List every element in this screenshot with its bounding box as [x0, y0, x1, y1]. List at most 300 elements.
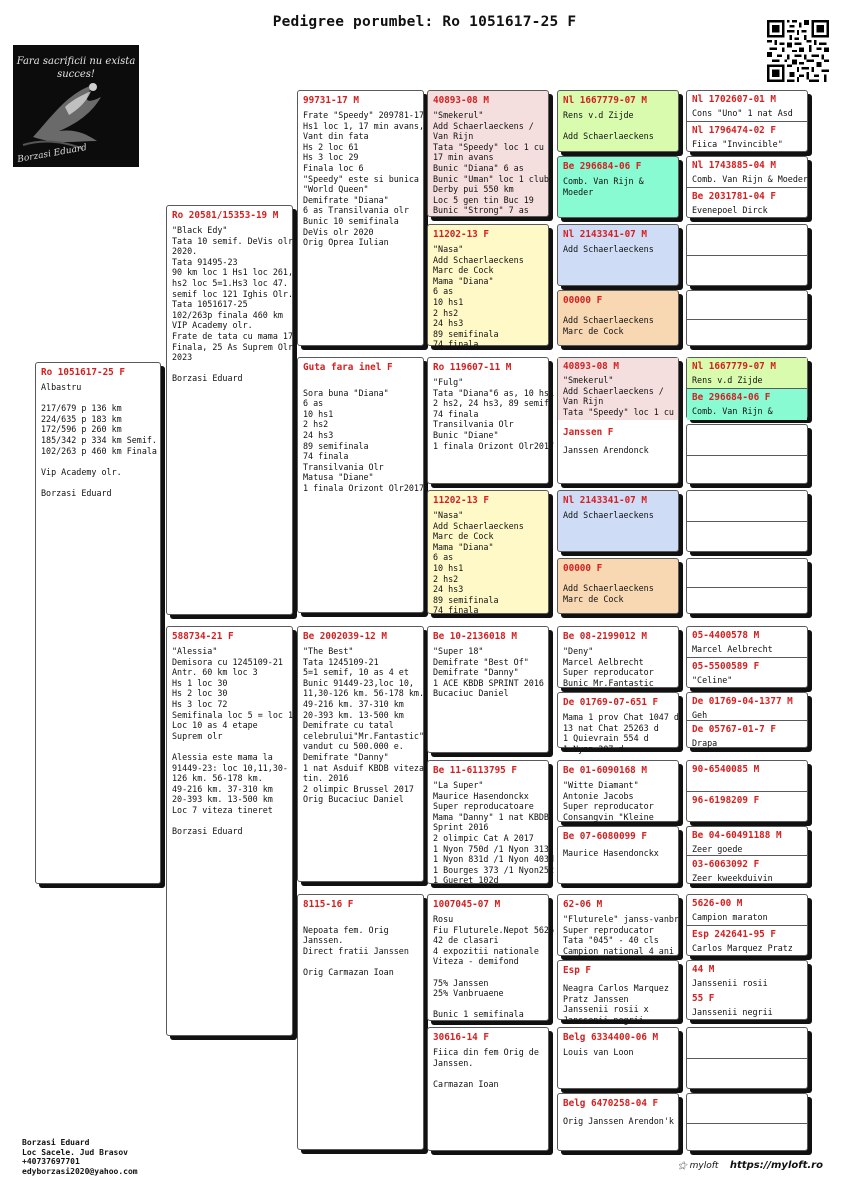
info-line: Add Schaerlaeckens: [563, 315, 654, 325]
ancestor-card[interactable]: [557, 626, 679, 688]
info-line: 185/342 p 334 km Semif.: [41, 434, 157, 445]
info-line: Transilvania Olr: [303, 461, 384, 472]
info-line: Bunic "Diane": [433, 429, 499, 440]
info-line: Sprint 2016: [433, 822, 489, 833]
info-line: Evenepoel Dirck: [692, 205, 768, 215]
ring-number: Be 296684-06 F: [692, 392, 771, 403]
great-grandparent-card[interactable]: [427, 1027, 549, 1151]
info-line: "Witte Diamant": [563, 780, 639, 790]
info-line: "Alessia": [172, 646, 218, 656]
mother-card[interactable]: [166, 626, 293, 1036]
info-line: 2023: [172, 352, 193, 363]
info-line: Janssenii rosii: [692, 978, 768, 988]
info-line: Janssenii rosii x: [563, 1004, 649, 1015]
info-line: 1 Gueret 102d: [433, 875, 499, 886]
ancestor-card[interactable]: [557, 558, 679, 614]
info-line: Tata 91495-23: [172, 256, 238, 267]
info-line: Janssenii negrii: [563, 1014, 644, 1025]
info-line: [303, 914, 418, 925]
ancestor-card[interactable]: [557, 826, 679, 884]
info-line: [303, 377, 418, 388]
info-line: Carlos Marquez Pratz: [692, 943, 793, 953]
info-line: 75% Janssen: [433, 977, 489, 988]
ring-number: Ro 1051617-25 F: [41, 367, 125, 378]
info-line: Albastru: [41, 382, 82, 392]
ring-number: Nl 2143341-07 M: [563, 495, 647, 506]
info-line: semif loc 121 Ighis Olr.: [172, 288, 294, 299]
ancestor-pair-card[interactable]: [686, 90, 808, 152]
ancestor-card[interactable]: [557, 1093, 679, 1151]
info-line: 10 hs1: [303, 408, 334, 419]
logo-signature: Borzasi Eduard: [16, 142, 88, 166]
info-line: Marc de Cock: [563, 325, 624, 336]
info-line: "Fulg": [433, 377, 464, 387]
info-line: Demifrate "Danny": [303, 751, 389, 762]
info-line: Add Schaerlaeckens: [563, 131, 654, 142]
ring-number: Be 08-2199012 M: [563, 631, 647, 642]
info-line: 24 hs3: [303, 429, 334, 440]
ring-number: Nl 1667779-07 M: [563, 95, 647, 106]
info-line: Zeer kweekduivin: [692, 873, 773, 883]
info-line: [433, 967, 543, 978]
ring-number: 11202-13 F: [433, 495, 489, 506]
great-grandparent-card[interactable]: [427, 760, 555, 886]
ring-number: Be 296684-06 F: [563, 161, 642, 172]
ring-number: 11202-13 F: [433, 229, 489, 240]
empty-card[interactable]: [686, 1093, 808, 1151]
ring-number: Be 01-6090168 M: [563, 765, 647, 776]
info-line: Suprem olr: [172, 730, 223, 741]
info-line: Cons "Uno" 1 nat Asd: [692, 108, 793, 118]
info-line: Bunic "Uman" loc 1 club: [433, 173, 549, 184]
info-line: Tata "045" - 40 cls: [563, 935, 659, 946]
info-line: 172/596 p 260 km: [41, 424, 122, 435]
empty-card[interactable]: [686, 290, 808, 346]
info-line: Geh: [692, 710, 708, 720]
info-line: Nepoata fem. Orig: [303, 924, 389, 935]
info-line: Zeer goede: [692, 844, 743, 854]
info-line: Drapa: [692, 738, 718, 748]
info-line: 2 olimpic Brussel 2017: [303, 783, 414, 794]
info-line: Fiu Fluturele.Nepot 5626: [433, 924, 555, 935]
ancestor-pair-card[interactable]: [686, 156, 808, 218]
breeder-location: Loc Sacele. Jud Brasov: [22, 1147, 128, 1157]
info-line: Add Schaerlaeckens /: [433, 120, 534, 131]
info-line: Super reproducatoare: [433, 801, 534, 812]
info-line: 74 finala: [433, 408, 479, 419]
ring-number: 30616-14 F: [433, 1032, 489, 1043]
info-line: 217/679 p 136 km: [41, 403, 122, 414]
info-line: 24 hs3: [433, 318, 464, 329]
info-line: 1 finala Orizont Olr2017: [303, 482, 425, 493]
info-line: Moeder: [563, 186, 594, 197]
info-line: 6 as: [433, 552, 454, 563]
info-line: Rens v.d Zijde: [692, 375, 763, 385]
info-line: "Black Edy": [172, 225, 228, 235]
info-line: Campion maraton: [692, 912, 768, 922]
info-line: 1 Nyon 207 d: [563, 743, 624, 754]
info-line: [563, 121, 673, 132]
qr-code-icon: [766, 20, 830, 82]
ancestor-pair-card[interactable]: [557, 357, 679, 484]
info-line: Hs 3 loc 29: [303, 152, 359, 163]
info-line: 24 hs3: [433, 584, 464, 595]
ancestor-card[interactable]: [557, 90, 679, 152]
info-line: vandut cu 500.000 e.: [303, 741, 404, 752]
info-line: 49-216 km. 37-310 km: [303, 698, 404, 709]
info-line: "Speedy" este si bunica: [303, 173, 419, 184]
breeder-email[interactable]: edyborzasi2020@yahoo.com: [22, 1166, 138, 1176]
info-line: Comb. Van Rijn & Moeder: [692, 174, 808, 184]
info-line: Demifrate "Danny": [433, 667, 519, 678]
info-line: "Smekerul": [433, 110, 484, 120]
info-line: Loc 7 viteza tineret: [172, 804, 273, 815]
info-line: Bunic "Strong" 7 as: [433, 205, 529, 216]
info-line: [303, 956, 418, 967]
ancestor-card[interactable]: [557, 1027, 679, 1089]
info-line: Super reproducator: [563, 667, 654, 678]
info-line: Super reproducator: [563, 801, 654, 812]
info-line: 1 Nyon 750d /1 Nyon 313: [433, 843, 549, 854]
info-line: DeVis olr 2020: [303, 226, 374, 237]
info-line: Viteza - demifond: [433, 956, 519, 967]
info-line: Finala, 25 As Suprem Olr: [172, 341, 294, 352]
myloft-logo-icon: ⚝ myloft: [678, 1161, 719, 1171]
ancestor-card[interactable]: [557, 290, 679, 346]
info-line: 89 semifinala: [303, 440, 369, 451]
info-line: Demifrate cu tatal: [303, 720, 394, 731]
info-line: Neagra Carlos Marquez: [563, 983, 669, 993]
ring-number: 05-5500589 F: [692, 661, 760, 672]
ring-number: 5626-00 M: [692, 898, 743, 909]
ring-number: Nl 1667779-07 M: [692, 361, 776, 372]
ancestor-pair-card[interactable]: [686, 692, 808, 748]
info-line: Mama "Diana": [433, 275, 494, 286]
info-line: 1 Nyon 831d /1 Nyon 403d: [433, 854, 555, 865]
ring-number: 40893-08 M: [433, 95, 489, 106]
info-line: Janssen.: [303, 935, 344, 946]
ring-number: Esp F: [563, 965, 591, 976]
ring-number: Be 11-6113795 F: [433, 765, 517, 776]
info-line: 42 de clasari: [433, 935, 499, 946]
ring-number: Be 10-2136018 M: [433, 631, 517, 642]
ancestor-card[interactable]: [557, 156, 679, 218]
ancestor-pair-card[interactable]: [686, 894, 808, 956]
brand-footer: [678, 1160, 823, 1171]
ring-number: Be 2002039-12 M: [303, 631, 387, 642]
ring-number: 90-6540085 M: [692, 764, 760, 775]
info-line: Antonie Jacobs: [563, 790, 634, 801]
info-line: Semifinala loc 5 = loc 1: [172, 709, 294, 720]
ring-number: Nl 2143341-07 M: [563, 229, 647, 240]
info-line: 89 semifinala: [433, 594, 499, 605]
info-line: 2 olimpic Cat A 2017: [433, 832, 534, 843]
ring-number: Be 2031781-04 F: [692, 191, 776, 202]
info-line: Super reproducator: [563, 924, 654, 935]
ring-number: 588734-21 F: [172, 631, 234, 642]
info-line: 89 semifinala: [433, 328, 499, 339]
empty-card[interactable]: [686, 424, 808, 484]
ancestor-card[interactable]: [557, 960, 679, 1025]
ring-number: 40893-08 M: [563, 361, 619, 372]
info-line: Comb. Van Rijn &: [563, 176, 644, 186]
info-line: 49-216 km. 37-310 km: [172, 783, 273, 794]
info-line: 1 ACE KBDB SPRINT 2016: [433, 677, 544, 688]
info-line: Bucaciuc Daniel: [433, 688, 509, 699]
info-line: tin. 2016: [303, 773, 349, 784]
info-line: "Celine": [692, 675, 733, 685]
info-line: 74 finala: [303, 451, 349, 462]
info-line: Finala loc 6: [303, 162, 364, 173]
info-line: Loc 5 gen tin Buc 19: [433, 194, 534, 205]
ancestor-pair-card[interactable]: [686, 760, 808, 822]
info-line: Transilvania Olr: [433, 419, 514, 430]
great-grandparent-card[interactable]: [427, 894, 555, 1021]
info-line: Marc de Cock: [433, 265, 494, 276]
info-line: Antr. 60 km loc 3: [172, 667, 258, 678]
info-line: Hs1 loc 1, 17 min avans,: [303, 120, 425, 131]
info-line: Marc de Cock: [433, 531, 494, 542]
info-line: Janssen.: [433, 1057, 474, 1068]
info-line: Add Schaerlaeckens: [563, 510, 654, 520]
info-line: Consangvin "Kleine: [563, 811, 654, 822]
info-line: 25% Vanbruaene: [433, 988, 504, 999]
info-line: [172, 741, 287, 752]
subject-pigeon-card[interactable]: [35, 362, 161, 884]
info-line: Marc de Cock: [563, 593, 624, 604]
father-card[interactable]: [166, 205, 293, 615]
info-line: Frate de tata cu mama 17: [172, 330, 294, 341]
info-line: Rens v.d Zijde: [563, 110, 634, 120]
info-line: Tata "Speedy" loc 1 cu: [563, 406, 674, 417]
ring-number: Nl 1743885-04 M: [692, 160, 776, 171]
info-line: Janssen Arendonck: [563, 445, 649, 455]
info-line: 6 as: [433, 286, 454, 297]
info-line: 91449-23: loc 10,11,30-: [172, 762, 288, 773]
breeder-name: Borzasi Eduard: [22, 1138, 90, 1147]
info-line: Bunic Mr.Fantastic: [563, 677, 654, 688]
info-line: Vip Academy olr.: [41, 466, 122, 477]
info-line: Carmazan Ioan: [433, 1078, 499, 1089]
brand-name: myloft: [689, 1161, 719, 1171]
info-line: Orig Oprea Iulian: [303, 237, 389, 248]
logo-image: [13, 45, 139, 167]
info-line: Derby pui 550 km: [433, 184, 514, 195]
info-line: Marcel Aelbrecht: [563, 656, 644, 667]
ring-number: 05-4400578 M: [692, 630, 760, 641]
ring-number: 96-6198209 F: [692, 795, 760, 806]
info-line: 2020.: [172, 246, 198, 257]
ancestor-pair-card[interactable]: [686, 357, 808, 419]
ancestor-pair-card[interactable]: [686, 960, 808, 1020]
info-line: Tata 1051617-25: [172, 299, 248, 310]
info-line: 5=1 semif, 10 as 4 et: [303, 667, 409, 678]
info-line: Add Schaerlaeckens: [433, 254, 524, 265]
info-line: [41, 456, 155, 467]
info-line: Add Schaerlaeckens: [563, 244, 654, 254]
info-line: [41, 393, 155, 404]
ring-number: 00000 F: [563, 563, 603, 574]
ring-number: 00000 F: [563, 295, 603, 306]
ancestor-card[interactable]: [557, 760, 679, 822]
info-line: Mama 1 prov Chat 1047 d: [563, 712, 679, 722]
info-line: Hs 2 loc 30: [172, 688, 228, 699]
info-line: Fiica din fem Orig de: [433, 1047, 539, 1057]
info-line: 4 expozitii nationale: [433, 945, 539, 956]
grandmother-paternal-card[interactable]: [297, 357, 424, 613]
info-line: 20-393 km. 13-500 km: [303, 709, 404, 720]
info-line: Demifrate "Diana": [303, 194, 389, 205]
ancestor-pair-card[interactable]: [686, 626, 808, 688]
info-line: VIP Academy olr.: [172, 320, 253, 331]
info-line: 10 hs1: [433, 296, 464, 307]
ring-number: De 05767-01-7 F: [692, 724, 776, 735]
ring-number: 99731-17 M: [303, 95, 359, 106]
owner-name: Borzasi Eduard: [172, 825, 243, 836]
info-line: Mama "Diana": [433, 541, 494, 552]
ring-number: 8115-16 F: [303, 899, 354, 910]
brand-url[interactable]: https://myloft.ro: [729, 1160, 823, 1171]
info-line: 1 finala Orizont Olr2017: [433, 440, 555, 451]
info-line: 126 km. 56-178 km.: [172, 773, 263, 784]
grandmother-maternal-card[interactable]: [297, 894, 424, 1150]
info-line: 224/635 p 183 km: [41, 413, 122, 424]
empty-card[interactable]: [686, 558, 808, 614]
great-grandparent-card[interactable]: [427, 490, 549, 614]
info-line: "Deny": [563, 646, 594, 656]
info-line: Vant din fata: [303, 131, 369, 142]
breeder-phone: +40737697701: [22, 1157, 80, 1167]
info-line: Fiica "Invincible": [692, 139, 783, 149]
ring-number: Belg 6470258-04 F: [563, 1098, 659, 1109]
info-line: 74 finala: [433, 605, 479, 616]
info-line: "La Super": [433, 780, 484, 790]
info-line: Pratz Janssen: [563, 993, 629, 1004]
info-line: Orig Bucaciuc Daniel: [303, 794, 404, 805]
info-line: "Super 18": [433, 646, 484, 656]
great-grandparent-card[interactable]: [427, 90, 549, 217]
info-line: Bunic 10 semifinala: [303, 215, 399, 226]
logo-motto: Fara sacrificii nu exista succes!: [16, 56, 136, 80]
info-line: Borzasi Eduard: [41, 487, 112, 498]
empty-card[interactable]: [686, 224, 808, 286]
info-line: 74 finala: [433, 339, 479, 350]
info-line: Matusa "Diane": [303, 472, 374, 483]
grandfather-paternal-card[interactable]: [297, 90, 424, 346]
info-line: Mama "Danny" 1 nat KBDB: [433, 811, 549, 822]
info-line: Loc 10 as 4 etape: [172, 720, 258, 731]
info-line: 10 hs1: [433, 562, 464, 573]
info-line: Tata "Speedy" loc 1 cu: [433, 141, 544, 152]
info-line: Tata 1245109-21: [303, 656, 379, 667]
info-line: Add Schaerlaeckens /: [563, 385, 664, 396]
info-line: "Nasa": [433, 244, 464, 254]
ring-number: Guta fara inel F: [303, 362, 393, 373]
ancestor-card[interactable]: [557, 490, 679, 552]
great-grandparent-card[interactable]: [427, 357, 555, 484]
info-line: Tata "Diana"6 as, 10 hs1: [433, 387, 555, 398]
great-grandparent-card[interactable]: [427, 626, 549, 753]
ring-number: Nl 1796474-02 F: [692, 125, 776, 136]
info-line: Add Schaerlaeckens: [433, 520, 524, 531]
empty-card[interactable]: [686, 490, 808, 552]
info-line: 20-393 km. 13-500 km: [172, 794, 273, 805]
info-line: [41, 477, 155, 488]
info-line: Sora buna "Diana": [303, 387, 389, 398]
ring-number: Ro 20581/15353-19 M: [172, 210, 279, 221]
info-line: "World Queen": [303, 184, 369, 195]
info-line: "Nasa": [433, 510, 464, 520]
info-line: Hs 3 loc 72: [172, 698, 228, 709]
info-line: Orig Carmazan Ioan: [303, 966, 394, 977]
ring-number: Ro 119607-11 M: [433, 362, 512, 373]
info-line: 1 Quievrain 554 d: [563, 733, 649, 744]
breeder-contact: [22, 1138, 138, 1176]
info-line: 102/263p finala 460 km: [172, 309, 283, 320]
empty-card[interactable]: [686, 1027, 808, 1089]
info-line: Bunic "Diana" 6 as: [433, 162, 524, 173]
info-line: Campion national 4 ani: [563, 945, 674, 956]
info-line: Hs 1 loc 30: [172, 677, 228, 688]
ring-number: Be 04-60491188 M: [692, 830, 782, 841]
info-line: 11,30-126 km. 56-178 km.: [303, 688, 425, 699]
info-line: Rosu: [433, 914, 454, 924]
info-line: Tata 10 semif. DeVis olr: [172, 235, 294, 246]
info-line: Janssenii negrii: [692, 1007, 773, 1017]
ring-number: 62-06 M: [563, 899, 603, 910]
ring-number: Belg 6334400-06 M: [563, 1032, 659, 1043]
info-line: 1 nat Asduif KBDB viteza: [303, 762, 425, 773]
info-line: 6 as: [303, 398, 324, 409]
ring-number: 1007045-07 M: [433, 899, 501, 910]
info-line: Bunic 91449-23,loc 10,: [303, 677, 414, 688]
ancestor-card[interactable]: [557, 224, 679, 286]
info-line: Direct fratii Janssen: [303, 945, 409, 956]
info-line: 2 hs2: [433, 307, 459, 318]
ring-number: 44 M: [692, 964, 715, 975]
info-line: 2 hs2: [303, 419, 329, 430]
ring-number: De 01769-07-651 F: [563, 697, 659, 708]
ancestor-pair-card[interactable]: [686, 826, 808, 884]
ring-number: Esp 242641-95 F: [692, 929, 776, 940]
info-line: "The Best": [303, 646, 354, 656]
info-line: Frate "Speedy" 209781-17: [303, 110, 425, 120]
great-grandparent-card[interactable]: [427, 224, 549, 350]
info-line: "Smekerul": [563, 375, 614, 385]
ancestor-card[interactable]: [557, 894, 685, 956]
ring-number: 55 F: [692, 993, 715, 1004]
info-line: Comb. Van Rijn &: [692, 406, 773, 416]
info-line: [433, 1068, 543, 1079]
info-line: 2 hs2: [433, 573, 459, 584]
ring-number: Be 07-6080099 F: [563, 831, 647, 842]
info-line: Add Schaerlaeckens: [563, 583, 654, 593]
info-line: 102/263 p 460 km Finala: [41, 445, 157, 456]
info-line: hs2 loc 5=1.Hs3 loc 47.: [172, 277, 288, 288]
ring-number: Janssen F: [563, 427, 614, 438]
grandfather-maternal-card[interactable]: [297, 626, 424, 882]
ancestor-card[interactable]: [557, 692, 679, 754]
info-line: 13 nat Chat 25263 d: [563, 722, 659, 733]
info-line: [433, 999, 543, 1010]
info-line: 6 as Transilvania olr: [303, 205, 409, 216]
info-line: Van Rijn: [433, 131, 474, 142]
info-line: 1 Bourges 373 /1 Nyon252: [433, 864, 555, 875]
info-line: Bunic 1 semifinala: [433, 1009, 524, 1020]
info-line: Alessia este mama la: [172, 751, 273, 762]
page-title: Pedigree porumbel: Ro 1051617-25 F: [272, 14, 577, 30]
info-line: "Fluturele" janss-vanbr.: [563, 914, 685, 924]
